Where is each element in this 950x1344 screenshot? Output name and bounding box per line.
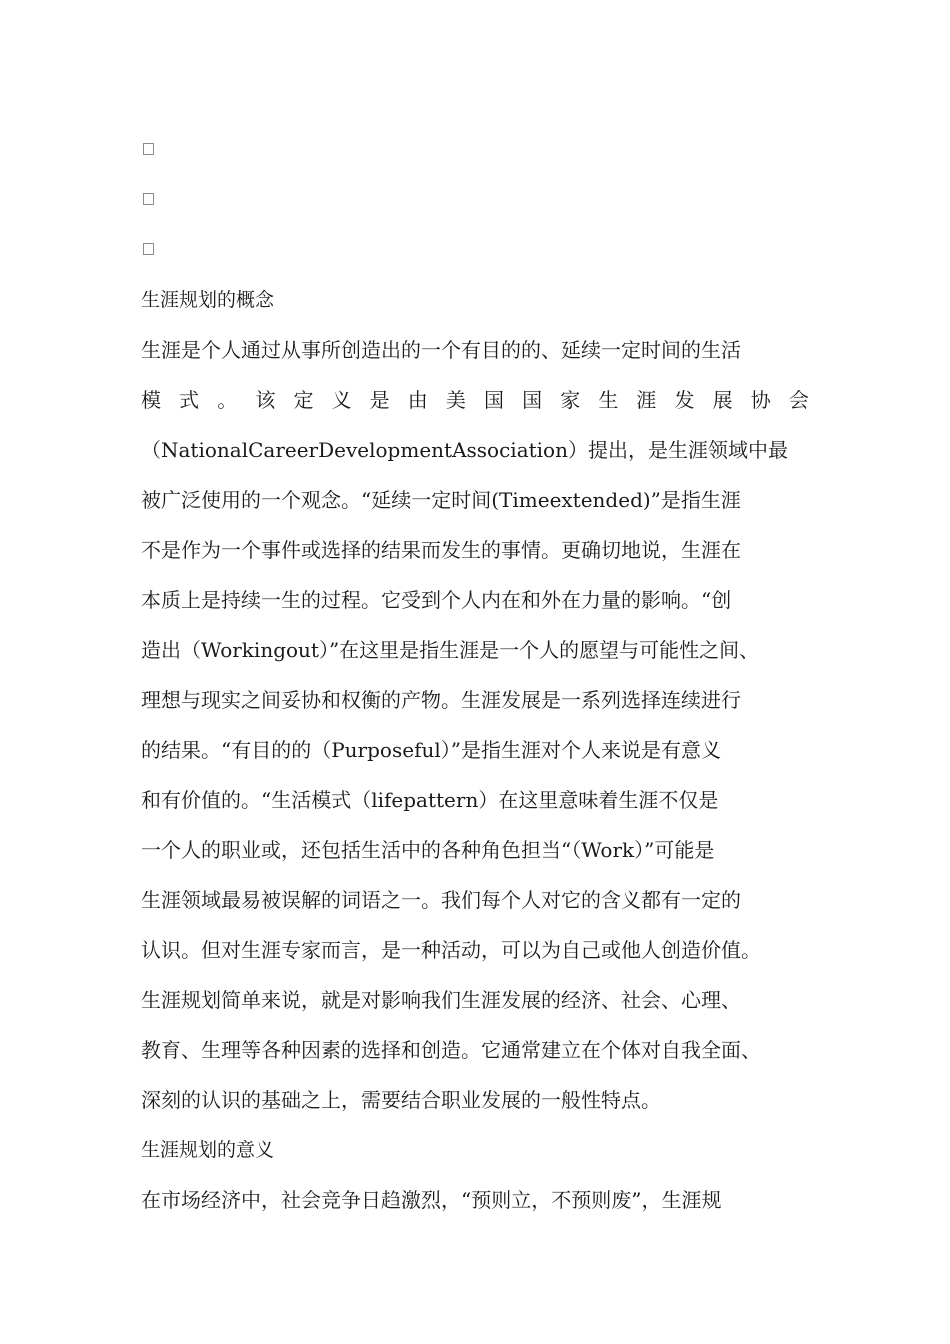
- paragraph-line: 理想与现实之间妥协和权衡的产物。生涯发展是一系列选择连续进行: [141, 688, 741, 712]
- paragraph-line: 生涯规划简单来说，就是对影响我们生涯发展的经济、社会、心理、: [141, 988, 741, 1012]
- paragraph-line: 不是作为一个事件或选择的结果而发生的事情。更确切地说，生涯在: [141, 538, 741, 562]
- paragraph-line: 生涯是个人通过从事所创造出的一个有目的的、延续一定时间的生活: [141, 338, 741, 362]
- justified-char: 生: [598, 388, 619, 412]
- justified-char: 。: [217, 388, 238, 412]
- missing-glyph-icon: [143, 243, 154, 255]
- justified-char: 是: [369, 388, 390, 412]
- justified-char: 由: [407, 388, 428, 412]
- paragraph-line: （NationalCareerDevelopmentAssociation）提出，是生涯领域中最: [141, 438, 788, 462]
- justified-char: 协: [750, 388, 771, 412]
- paragraph-line: 的结果。“有目的的（Purposeful）”是指生涯对个人来说是有意义: [141, 738, 721, 762]
- justified-char: 式: [179, 388, 200, 412]
- paragraph-line: 深刻的认识的基础之上，需要结合职业发展的一般性特点。: [141, 1088, 661, 1112]
- justified-char: 国: [522, 388, 543, 412]
- missing-glyph-icon: [143, 143, 154, 155]
- paragraph-line: 被广泛使用的一个观念。“延续一定时间(Timeextended)”是指生涯: [141, 488, 741, 512]
- justified-char: 该: [255, 388, 276, 412]
- justified-char: 模: [141, 388, 161, 412]
- missing-glyph-icon: [143, 193, 154, 205]
- paragraph-line: 本质上是持续一生的过程。它受到个人内在和外在力量的影响。“创: [141, 588, 732, 612]
- justified-char: 发: [674, 388, 695, 412]
- paragraph-line: 一个人的职业或，还包括生活中的各种角色担当“（Work）”可能是: [141, 838, 715, 862]
- paragraph-line: 和有价值的。“生活模式（lifepattern）在这里意味着生涯不仅是: [141, 788, 719, 812]
- justified-char: 家: [560, 388, 581, 412]
- section-heading-meaning: 生涯规划的意义: [141, 1139, 275, 1161]
- paragraph-line-justified: [141, 388, 809, 412]
- paragraph-line: 在市场经济中，社会竞争日趋激烈，“预则立，不预则废”，生涯规: [141, 1188, 722, 1212]
- paragraph-line: 生涯领域最易被误解的词语之一。我们每个人对它的含义都有一定的: [141, 888, 741, 912]
- paragraph-line: 认识。但对生涯专家而言，是一种活动，可以为自己或他人创造价值。: [141, 938, 761, 962]
- section-heading-concept: 生涯规划的概念: [141, 289, 275, 311]
- paragraph-line: 教育、生理等各种因素的选择和创造。它通常建立在个体对自我全面、: [141, 1038, 761, 1062]
- justified-char: 义: [331, 388, 352, 412]
- justified-char: 国: [483, 388, 504, 412]
- justified-char: 美: [445, 388, 466, 412]
- justified-char: 会: [788, 388, 809, 412]
- paragraph-line: 造出（Workingout）”在这里是指生涯是一个人的愿望与可能性之间、: [141, 638, 760, 662]
- justified-char: 定: [293, 388, 314, 412]
- justified-char: 展: [712, 388, 733, 412]
- justified-char: 涯: [636, 388, 657, 412]
